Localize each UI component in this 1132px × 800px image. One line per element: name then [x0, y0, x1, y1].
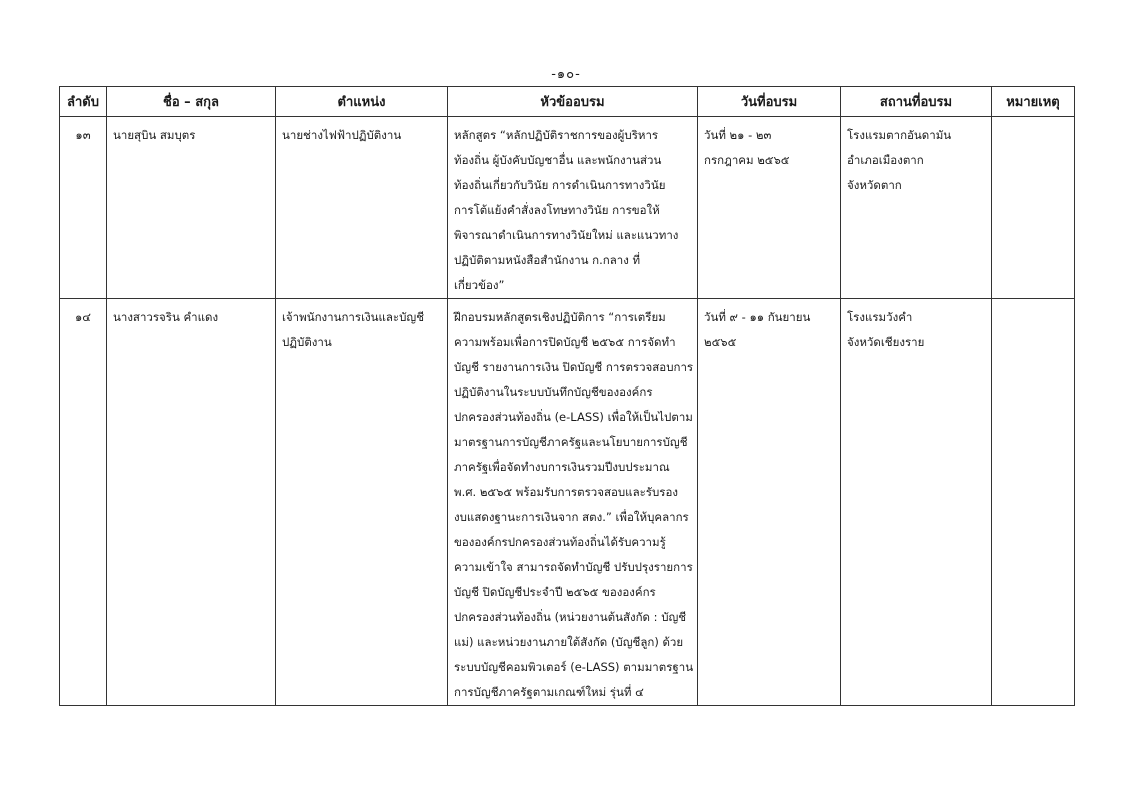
date-cell	[698, 299, 841, 706]
date-line: วันที่ ๒๑ - ๒๓	[704, 128, 772, 142]
row-number-cell	[60, 299, 107, 706]
header-date: วันที่อบรม	[698, 87, 841, 117]
topic-line: มาตรฐานการบัญชีภาครัฐและนโยบายการบัญชี	[454, 435, 688, 449]
table-header-row	[60, 87, 1075, 117]
position-line: เจ้าพนักงานการเงินและบัญชี	[282, 310, 425, 324]
header-topic: หัวข้ออบรม	[448, 87, 698, 117]
topic-cell	[448, 117, 698, 299]
header-name: ชื่อ – สกุล	[107, 87, 276, 117]
topic-cell	[448, 299, 698, 706]
topic-line: เกี่ยวข้อง”	[454, 278, 505, 292]
place-cell	[841, 117, 992, 299]
name-cell	[107, 117, 276, 299]
place-line: อำเภอเมืองตาก	[847, 153, 924, 167]
topic-line: การโต้แย้งคำสั่งลงโทษทางวินัย การขอให้	[454, 203, 660, 217]
remark-cell	[992, 117, 1075, 299]
topic-line: ฝึกอบรมหลักสูตรเชิงปฏิบัติการ “การเตรียม	[454, 310, 666, 324]
page-number: -๑๐-	[551, 67, 581, 82]
position-line: นายช่างไฟฟ้าปฏิบัติงาน	[282, 128, 402, 142]
place-line: จังหวัดเชียงราย	[847, 335, 925, 349]
place-cell	[841, 299, 992, 706]
topic-line: แม่) และหน่วยงานภายใต้สังกัด (บัญชีลูก) ด้วย	[454, 635, 684, 649]
topic-line: ขององค์กรปกครองส่วนท้องถิ่นได้รับความรู้	[454, 535, 666, 549]
topic-line: ท้องถิ่น ผู้บังคับบัญชาอื่น และพนักงานส่วน	[454, 153, 662, 167]
row-number-cell	[60, 117, 107, 299]
topic-line: ปกครองส่วนท้องถิ่น (e-LASS) เพื่อให้เป็นไปตาม	[454, 410, 693, 424]
header-position: ตำแหน่ง	[276, 87, 448, 117]
place-line: โรงแรมตากอันดามัน	[847, 128, 952, 142]
topic-line: บัญชี ปิดบัญชีประจำปี ๒๕๖๕ ขององค์กร	[454, 585, 656, 599]
topic-line: การบัญชีภาครัฐตามเกณฑ์ใหม่ รุ่นที่ ๔	[454, 685, 644, 699]
person-name: นายสุบิน สมบุตร	[113, 128, 196, 142]
remark-cell	[992, 299, 1075, 706]
date-line: ๒๕๖๕	[704, 335, 737, 349]
topic-line: ภาครัฐเพื่อจัดทำงบการเงินรวมปีงบประมาณ	[454, 460, 670, 474]
topic-line: ปกครองส่วนท้องถิ่น (หน่วยงานต้นสังกัด : บัญชี	[454, 610, 687, 624]
topic-line: ระบบบัญชีคอมพิวเตอร์ (e-LASS) ตามมาตรฐาน	[454, 660, 694, 674]
topic-line: บัญชี รายงานการเงิน ปิดบัญชี การตรวจสอบการ	[454, 360, 694, 374]
position-cell	[276, 117, 448, 299]
date-line: วันที่ ๙ - ๑๑ กันยายน	[704, 310, 811, 324]
date-cell	[698, 117, 841, 299]
row-number: ๑๓	[75, 128, 91, 142]
topic-line: ท้องถิ่นเกี่ยวกับวินัย การดำเนินการทางวินัย	[454, 178, 666, 192]
topic-line: พิจารณาดำเนินการทางวินัยใหม่ และแนวทาง	[454, 228, 679, 242]
person-name: นางสาวรจริน คำแดง	[113, 310, 219, 324]
topic-line: ความพร้อมเพื่อการปิดบัญชี ๒๕๖๕ การจัดทำ	[454, 335, 676, 349]
name-cell	[107, 299, 276, 706]
header-remark: หมายเหตุ	[992, 87, 1075, 117]
topic-line: งบแสดงฐานะการเงินจาก สตง.” เพื่อให้บุคลากร	[454, 510, 689, 524]
topic-line: ปฏิบัติงานในระบบบันทึกบัญชีขององค์กร	[454, 385, 653, 399]
topic-line: พ.ศ. ๒๕๖๕ พร้อมรับการตรวจสอบและรับรอง	[454, 485, 678, 499]
header-no: ลำดับ	[60, 87, 107, 117]
topic-line: ความเข้าใจ สามารถจัดทำบัญชี ปรับปรุงรายการ	[454, 560, 693, 574]
table-row	[60, 299, 1075, 706]
header-place: สถานที่อบรม	[841, 87, 992, 117]
position-line: ปฏิบัติงาน	[282, 335, 332, 349]
date-line: กรกฎาคม ๒๕๖๕	[704, 153, 790, 167]
training-table	[59, 86, 1075, 706]
table-row	[60, 117, 1075, 299]
place-line: จังหวัดตาก	[847, 178, 902, 192]
position-cell	[276, 299, 448, 706]
topic-line: หลักสูตร “หลักปฏิบัติราชการของผู้บริหาร	[454, 128, 659, 142]
topic-line: ปฏิบัติตามหนังสือสำนักงาน ก.กลาง ที่	[454, 253, 641, 267]
row-number: ๑๔	[74, 310, 91, 324]
place-line: โรงแรมวังคำ	[847, 310, 913, 324]
